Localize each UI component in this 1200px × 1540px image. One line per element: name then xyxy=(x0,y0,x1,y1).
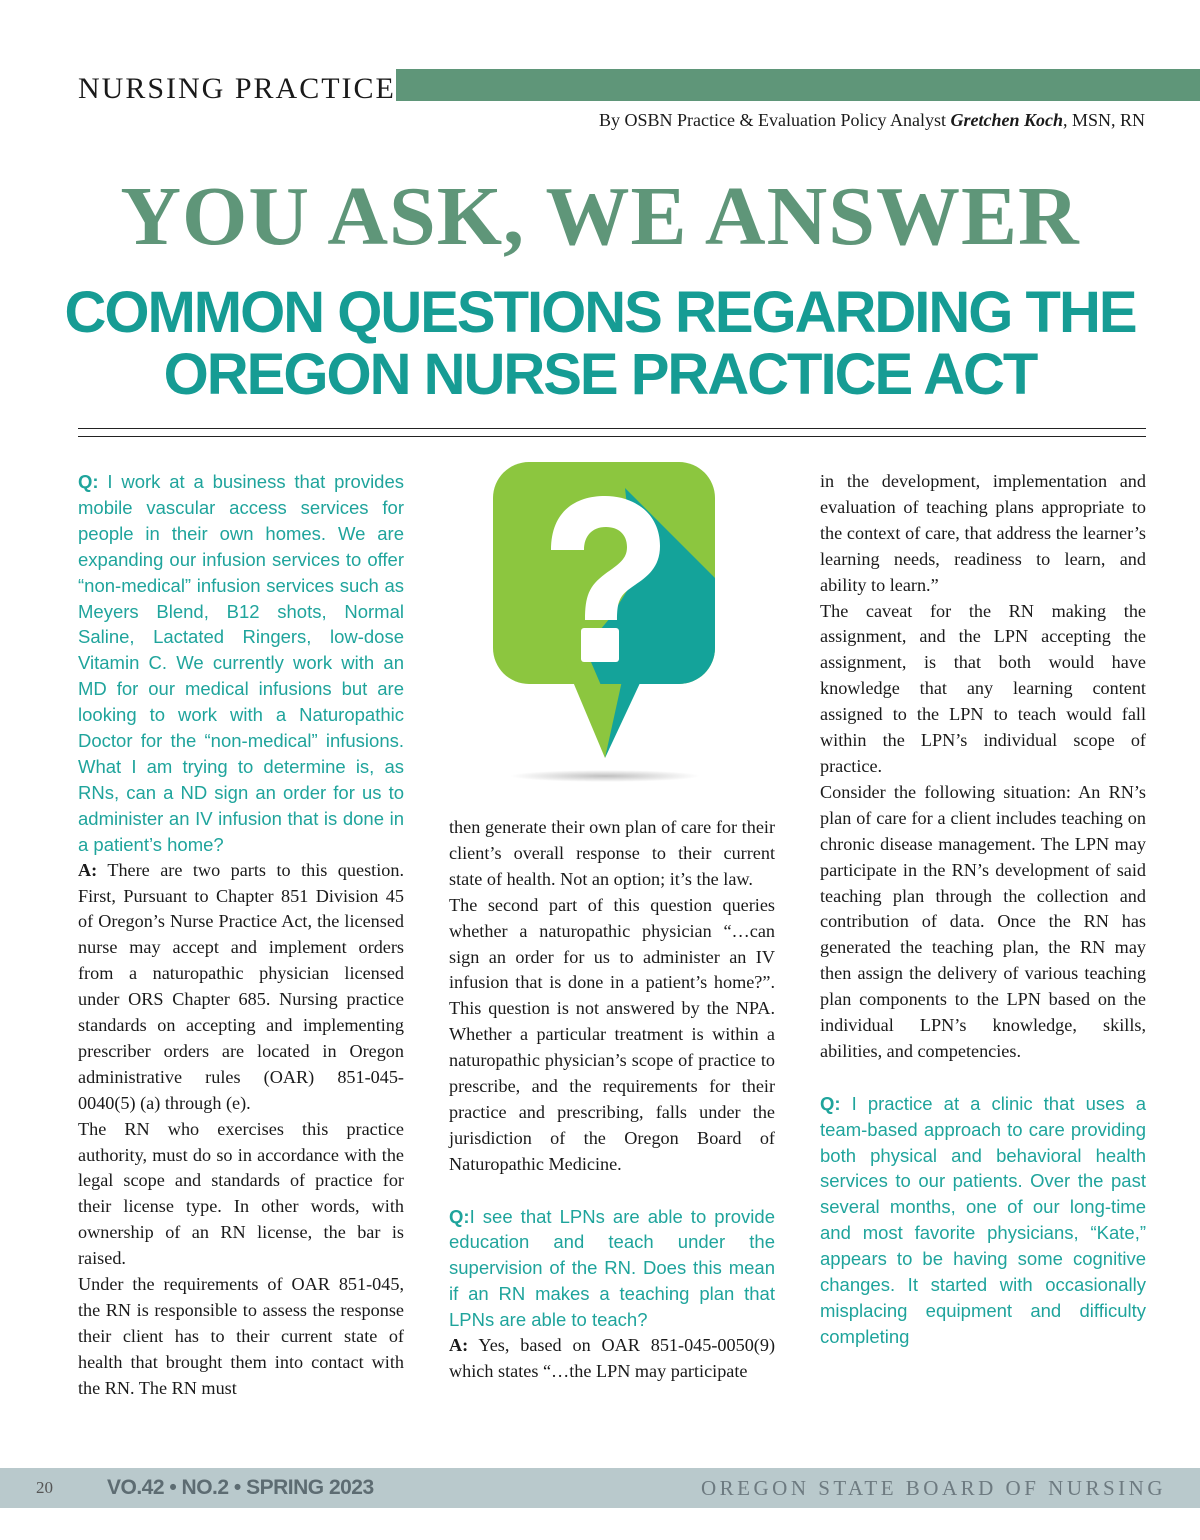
answer-2-paragraph-1 xyxy=(449,1333,775,1385)
a-label: A: xyxy=(449,1335,469,1356)
divider-rule-bottom xyxy=(78,436,1146,437)
question-1-text: I work at a business that provides mobile vascular access services for people in their own homes. We are expanding our infusion services to offer “non-medical” infusion services such as Meyers Blend, B12 shots, Normal Saline, Lactated Ringers, low-dose Vitamin C. We currently work with an MD for our medical infusions but are looking to work with a Naturopathic Doctor for the “non-medical” infusions. What I am trying to determine is, as RNs, can a ND sign an order for us to administer an IV infusion that is done in a patient’s home? xyxy=(78,471,405,855)
answer-1-paragraph-1 xyxy=(78,858,404,1117)
question-3-text: I practice at a clinic that uses a team-based approach to care providing both physical and behavioral health services to our patients. Over the past several months, one of our long-time and most favorite physicians, “Kate,” appears to be having some cognitive changes. It started with occasionally misplacing equipment and difficulty completing xyxy=(820,1092,1146,1347)
answer-1-paragraph-3: Under the requirements of OAR 851-045, the RN is responsible to assess the response their client has to their current state of health that brought them into contact with the RN. The RN must xyxy=(78,1274,404,1398)
answer-1-paragraph-2: The RN who exercises this practice authority, must do so in accordance with the legal scope and standards of practice for their license type. In other words, with ownership of an RN license, the bar is raised. xyxy=(78,1118,404,1269)
author-name: Gretchen Koch xyxy=(950,110,1063,130)
answer-2-text: Yes, based on OAR 851-045-0050(9) which states “…the LPN may participate xyxy=(449,1335,776,1382)
page-subtitle xyxy=(0,282,1200,406)
q-label: Q: xyxy=(449,1205,470,1227)
column-2 xyxy=(449,815,775,1385)
q-label: Q: xyxy=(820,1092,841,1114)
question-1 xyxy=(78,469,404,858)
answer-2-paragraph-3: Consider the following situation: An RN’s plan of care for a client includes teaching on chronic disease management. The LPN may participate in the RN’s development of said teaching plan through the collection and contribution of data. Once the RN has generated the teaching plan, the RN may then assign the delivery of various teaching plan components to the LPN based on the individual LPN’s knowledge, skills, abilities, and competencies. xyxy=(820,781,1146,1061)
issue-info: VO.42 • NO.2 • SPRING 2023 xyxy=(107,1476,374,1499)
answer-1-paragraph-4: The second part of this question queries whether a naturopathic physician “…can sign an order for us to administer an IV infusion that is done in a patient’s home?”. This question is not answered by the NPA. Whether a particular treatment is within a naturopathic physician’s scope of practice to prescribe, and the requirements for their practice and prescribing, falls under the jurisdiction of the Oregon Board of Naturopathic Medicine. xyxy=(449,894,775,1174)
subtitle-line-1: COMMON QUESTIONS REGARDING THE xyxy=(64,280,1136,345)
section-header-bar xyxy=(396,69,1200,101)
column-3 xyxy=(820,469,1146,1350)
question-3 xyxy=(820,1091,1146,1350)
divider-rule-top xyxy=(78,428,1146,429)
question-2 xyxy=(449,1204,775,1334)
byline-prefix: By OSBN Practice & Evaluation Policy Analyst xyxy=(599,110,951,130)
a-label: A: xyxy=(78,859,98,880)
page-title: YOU ASK, WE ANSWER xyxy=(120,170,1080,263)
answer-1-paragraph-3-continued: then generate their own plan of care for their client’s overall response to their current state of health. Not an option; it’s the law. xyxy=(449,817,775,889)
question-mark-speech-bubble-icon xyxy=(485,458,725,788)
organization-name: OREGON STATE BOARD OF NURSING xyxy=(700,1476,1166,1500)
q-label: Q: xyxy=(78,471,99,492)
drop-shadow xyxy=(510,770,700,782)
question-mark-dot xyxy=(581,628,619,662)
question-2-text: I see that LPNs are able to provide education and teach under the supervision of the RN. Does this mean if an RN makes a teaching plan that LPNs are able to teach? xyxy=(449,1205,775,1331)
spacer xyxy=(449,1178,775,1204)
page-number: 20 xyxy=(36,1478,53,1497)
byline xyxy=(599,110,1145,131)
byline-suffix: , MSN, RN xyxy=(1062,110,1145,130)
column-1 xyxy=(78,469,404,1402)
section-label: NURSING PRACTICE xyxy=(78,72,396,105)
answer-1-text: There are two parts to this question. First, Pursuant to Chapter 851 Division 45 of Oregon’s Nurse Practice Act, the licensed nurse may accept and implement orders from a naturopathic physician licensed under ORS Chapter 685. Nursing practice standards on accepting and implementing prescriber orders are located in Oregon administrative rules (OAR) 851-045-0040(5) (a) through (e). xyxy=(78,859,404,1113)
answer-2-paragraph-1-continued: in the development, implementation and evaluation of teaching plans appropriate to the context of care, that address the learner’s learning needs, readiness to learn, and ability to learn.” xyxy=(820,471,1146,595)
answer-2-paragraph-2: The caveat for the RN making the assignment, and the LPN accepting the assignment, is that both would have knowledge that any learning content assigned to the LPN to teach would fall within the LPN’s individual scope of practice. xyxy=(820,600,1146,776)
subtitle-line-2: OREGON NURSE PRACTICE ACT xyxy=(163,342,1037,407)
spacer xyxy=(820,1065,1146,1091)
